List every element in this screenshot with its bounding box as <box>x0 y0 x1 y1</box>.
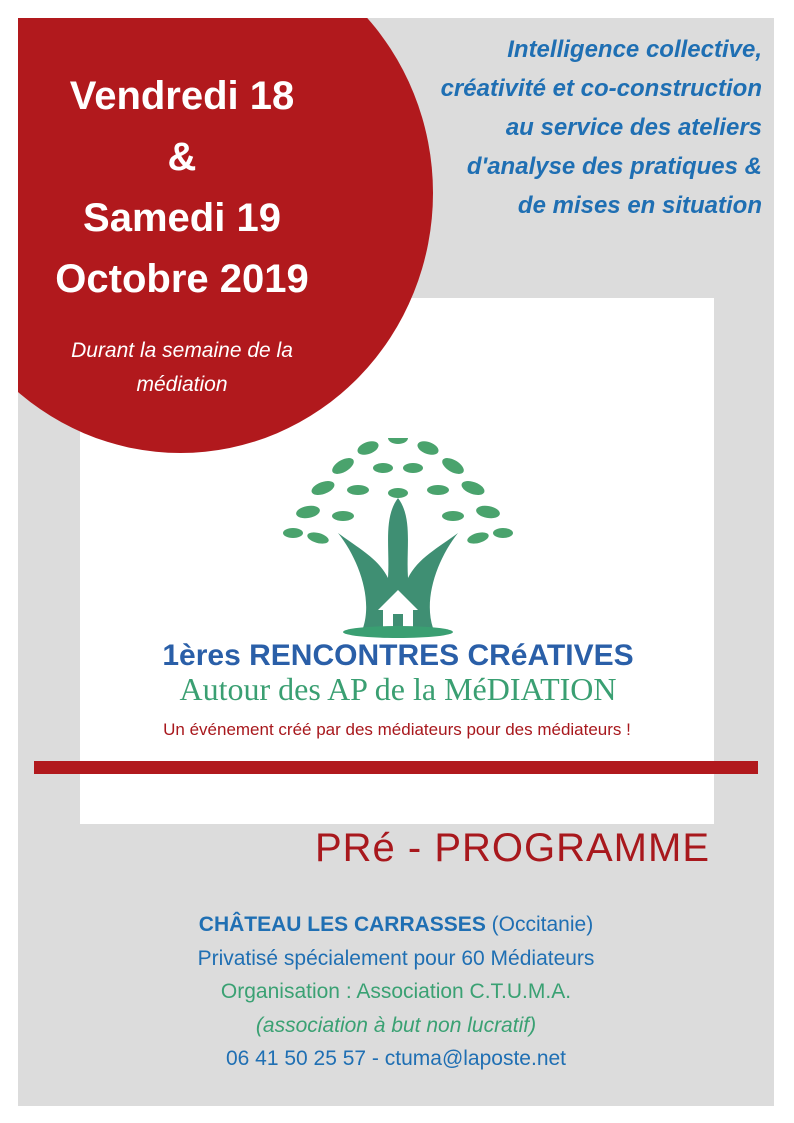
logo-subtitle: Autour des AP de la MéDIATION <box>179 671 617 707</box>
divider-bar <box>34 761 758 774</box>
venue-line <box>18 908 774 942</box>
event-info <box>18 908 774 1076</box>
tagline-line: créativité et co-construction <box>440 75 762 102</box>
date-line-1: Vendredi 18 <box>69 74 295 118</box>
organisation-line: Organisation : Association C.T.U.M.A. <box>220 980 572 1003</box>
tagline-line: au service des ateliers <box>505 114 762 141</box>
event-subtitle: Un événement créé par des médiateurs pour des médiateurs ! <box>163 720 631 739</box>
tree-house-icon <box>283 438 513 638</box>
venue-region: (Occitanie) <box>491 913 594 936</box>
during-line-2: médiation <box>136 373 228 396</box>
tagline-line: de mises en situation <box>517 192 762 219</box>
logo-title: 1ères RENCONTRES CRéATIVES <box>162 639 634 672</box>
date-line-4: Octobre 2019 <box>55 257 309 301</box>
event-date <box>32 66 332 310</box>
rencontres-logo <box>158 438 638 718</box>
date-line-2: & <box>167 135 197 179</box>
programme-title: PRé - PROGRAMME <box>314 826 710 870</box>
poster-frame <box>18 18 774 1106</box>
tagline <box>362 30 762 225</box>
contact-line: 06 41 50 25 57 - ctuma@laposte.net <box>225 1047 567 1070</box>
tagline-line: Intelligence collective, <box>507 36 762 63</box>
during-line-1: Durant la semaine de la <box>71 339 293 362</box>
privatized-line: Privatisé spécialement pour 60 Médiateurs <box>197 946 595 970</box>
venue-name: CHÂTEAU LES CARRASSES <box>198 913 486 936</box>
tagline-line: d'analyse des pratiques & <box>466 153 762 180</box>
during-mediation-week <box>32 334 332 402</box>
date-line-3: Samedi 19 <box>83 196 281 240</box>
nonprofit-line: (association à but non lucratif) <box>255 1013 537 1037</box>
